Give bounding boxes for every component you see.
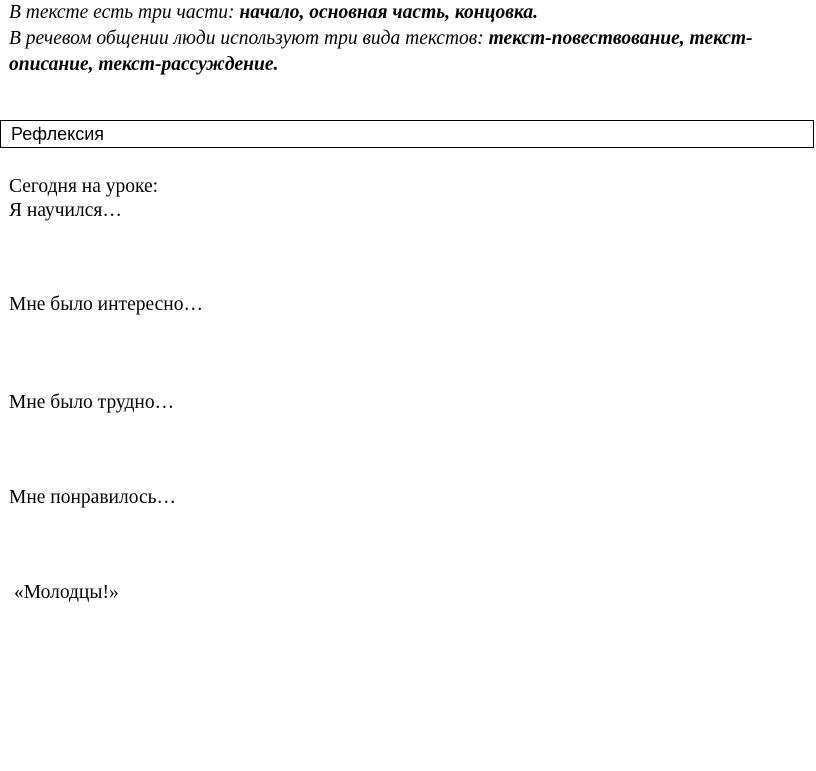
reflection-closing: «Молодцы!» xyxy=(14,582,119,603)
reflection-difficult: Мне было трудно… xyxy=(9,392,175,413)
intro-parts-bold: начало, основная часть, концовка. xyxy=(239,2,538,23)
reflection-learned: Я научился… xyxy=(9,200,122,221)
intro-text xyxy=(9,0,809,78)
reflection-liked: Мне понравилось… xyxy=(9,487,176,508)
section-title: Рефлексия xyxy=(11,124,105,144)
section-title-box xyxy=(0,120,814,148)
intro-parts-prefix: В тексте есть три части: xyxy=(9,2,240,23)
intro-paragraph-parts xyxy=(9,0,809,26)
intro-types-bold: текст-повествование, текст-описание, текст-рассуждение. xyxy=(9,28,753,75)
reflection-interesting: Мне было интересно… xyxy=(9,294,203,315)
intro-types-prefix: В речевом общении люди используют три вида текстов: xyxy=(9,28,489,49)
reflection-today: Сегодня на уроке: xyxy=(9,176,159,197)
intro-paragraph-types xyxy=(9,26,809,78)
